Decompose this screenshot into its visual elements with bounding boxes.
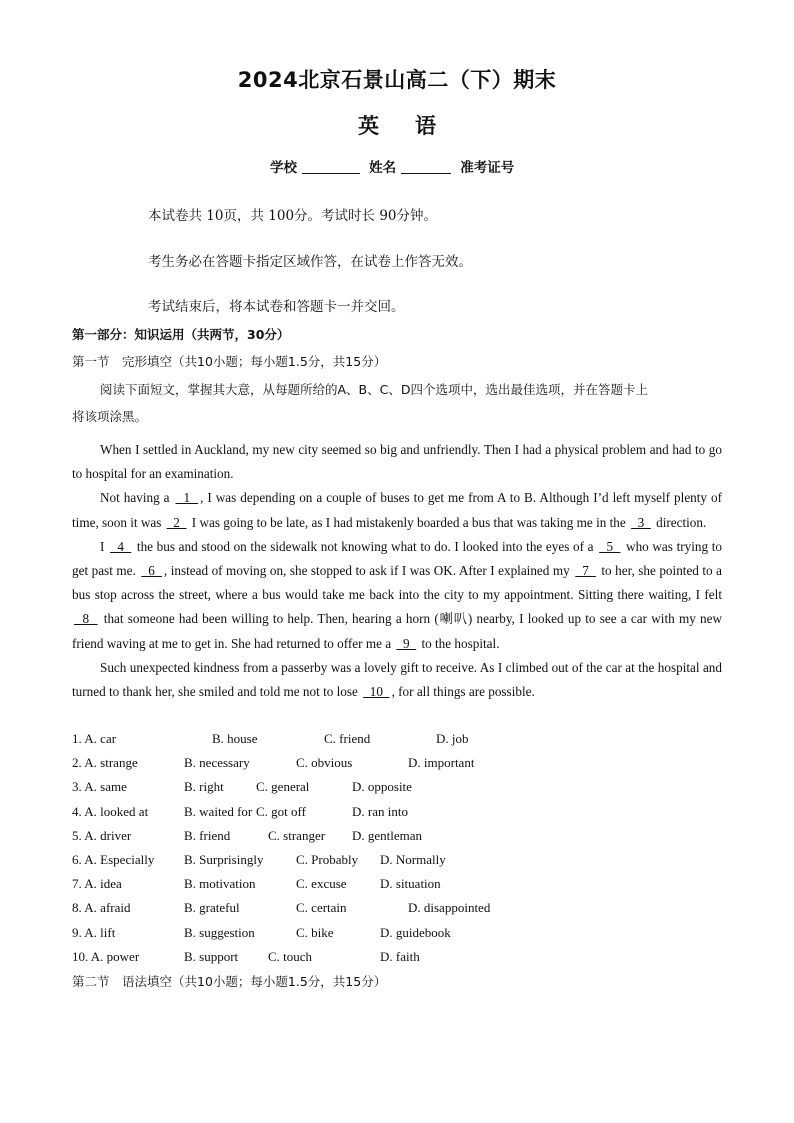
gap-5: 5 xyxy=(599,538,621,554)
gap-7: 7 xyxy=(575,563,596,579)
note-2: 考生务必在答题卡指定区域作答，在试卷上作答无效。 xyxy=(148,254,472,270)
question-option-c: C. friend xyxy=(324,731,371,746)
part1-heading: 第一部分：知识运用（共两节，30分） xyxy=(72,327,290,342)
id-label: 准考证号 xyxy=(460,160,515,176)
instruction-line-1: 阅读下面短文，掌握其大意，从每题所给的A、B、C、D四个选项中，选出最佳选项，并在答题卡上 xyxy=(100,382,648,397)
question-option-a: 6. A. Especially xyxy=(72,852,155,867)
question-option-a: 8. A. afraid xyxy=(72,900,131,916)
question-option-a: 3. A. same xyxy=(72,779,127,795)
student-info-line xyxy=(270,156,514,176)
question-option-a: 7. A. idea xyxy=(72,876,122,892)
question-option-a: 4. A. looked at xyxy=(72,803,149,819)
question-option-d: D. guidebook xyxy=(380,924,451,940)
section2-heading: 第二节 语法填空（共10小题；每小题1.5分，共15分） xyxy=(72,974,387,989)
gap-9: 9 xyxy=(396,635,417,651)
passage-paragraph-2: Not having a 1 , I was depending on a couple of buses to get me from A to B. Although I’d left myself plenty of time, soon it was 2 I was going to be late, as I had mistakenly boarded a bus that was taking me in the 3 direction. xyxy=(72,490,723,530)
question-option-d: D. Normally xyxy=(380,852,446,867)
gap-10: 10 xyxy=(363,684,390,700)
question-option-b: B. house xyxy=(212,731,258,746)
question-option-b: B. suggestion xyxy=(184,924,255,940)
subject-char-1: 英 xyxy=(358,114,379,138)
question-option-c: C. stranger xyxy=(268,827,326,843)
note-3: 考试结束后，将本试卷和答题卡一并交回。 xyxy=(148,299,405,315)
question-option-b: B. friend xyxy=(184,827,231,843)
question-option-d: D. opposite xyxy=(352,779,412,795)
question-option-c: C. excuse xyxy=(296,876,347,892)
name-label: 姓名 xyxy=(369,160,397,176)
question-option-d: D. faith xyxy=(380,948,420,964)
question-option-a: 2. A. strange xyxy=(72,755,138,771)
question-option-d: D. situation xyxy=(380,876,441,892)
exam-title: 2024北京石景山高二（下）期末 xyxy=(237,68,557,92)
question-option-b: B. grateful xyxy=(184,900,240,916)
question-option-d: D. disappointed xyxy=(408,900,491,916)
question-option-c: C. obvious xyxy=(296,755,353,771)
question-option-c: C. bike xyxy=(296,924,334,940)
question-option-d: D. gentleman xyxy=(352,827,423,843)
question-option-a: 5. A. driver xyxy=(72,827,132,843)
passage-paragraph-1: When I settled in Auckland, my new city seemed so big and unfriendly. Then I had a physical problem and had to go to hospital for an examination. xyxy=(72,442,722,482)
passage-paragraph-4: Such unexpected kindness from a passerby was a lovely gift to receive. As I climbed out of the car at the hospital and turned to thank her, she smiled and told me not to lose 10 , for all things are possible. xyxy=(72,659,722,700)
subject-char-2: 语 xyxy=(415,114,436,138)
question-option-d: D. ran into xyxy=(352,803,408,819)
subject-title xyxy=(0,110,794,140)
question-option-c: C. touch xyxy=(268,948,313,964)
question-option-b: B. necessary xyxy=(184,755,250,771)
question-option-b: B. right xyxy=(184,779,224,795)
question-option-a: 9. A. lift xyxy=(72,924,116,940)
name-blank[interactable] xyxy=(401,161,451,174)
question-option-b: B. support xyxy=(184,948,239,964)
gap-6: 6 xyxy=(141,563,162,579)
question-option-d: D. job xyxy=(436,731,469,746)
gap-8: 8 xyxy=(74,611,98,627)
question-option-d: D. important xyxy=(408,755,475,771)
cloze-passage xyxy=(72,438,722,704)
question-option-c: C. got off xyxy=(256,803,306,819)
question-option-a: 1. A. car xyxy=(72,731,117,746)
gap-1: 1 xyxy=(175,490,199,506)
question-option-c: C. Probably xyxy=(296,852,359,867)
school-blank[interactable] xyxy=(302,161,360,174)
question-option-c: C. certain xyxy=(296,900,347,916)
question-option-c: C. general xyxy=(256,779,310,795)
question-option-b: B. motivation xyxy=(184,876,256,892)
instruction-line-2: 将该项涂黑。 xyxy=(72,409,148,424)
note-1: 本试卷共 10页，共 100分。考试时长 90分钟。 xyxy=(148,208,437,224)
question-option-a: 10. A. power xyxy=(72,948,140,964)
gap-2: 2 xyxy=(166,514,187,530)
school-label: 学校 xyxy=(270,160,297,176)
gap-4: 4 xyxy=(110,538,132,554)
gap-3: 3 xyxy=(631,514,651,530)
question-option-b: B. Surprisingly xyxy=(184,852,264,867)
question-option-b: B. waited for xyxy=(184,803,253,819)
passage-paragraph-3: I 4 the bus and stood on the sidewalk not knowing what to do. I looked into the eyes of a 5 who was trying to get past me. 6 , instead of moving on, she stopped to ask if I was OK. After I explained my 7 to her, she pointed to a bus stop across the street, where a bus would take me back into the city to my appointment. Sitting there waiting, I felt 8 that someone had been willing to help. Then, hearing a horn (喇叭) nearby, I looked up to see a car with my new friend waving at me to get in. She had returned to offer me a 9 to the hospital. xyxy=(72,538,723,651)
section1-heading: 第一节 完形填空（共10小题；每小题1.5分，共15分） xyxy=(72,354,387,369)
